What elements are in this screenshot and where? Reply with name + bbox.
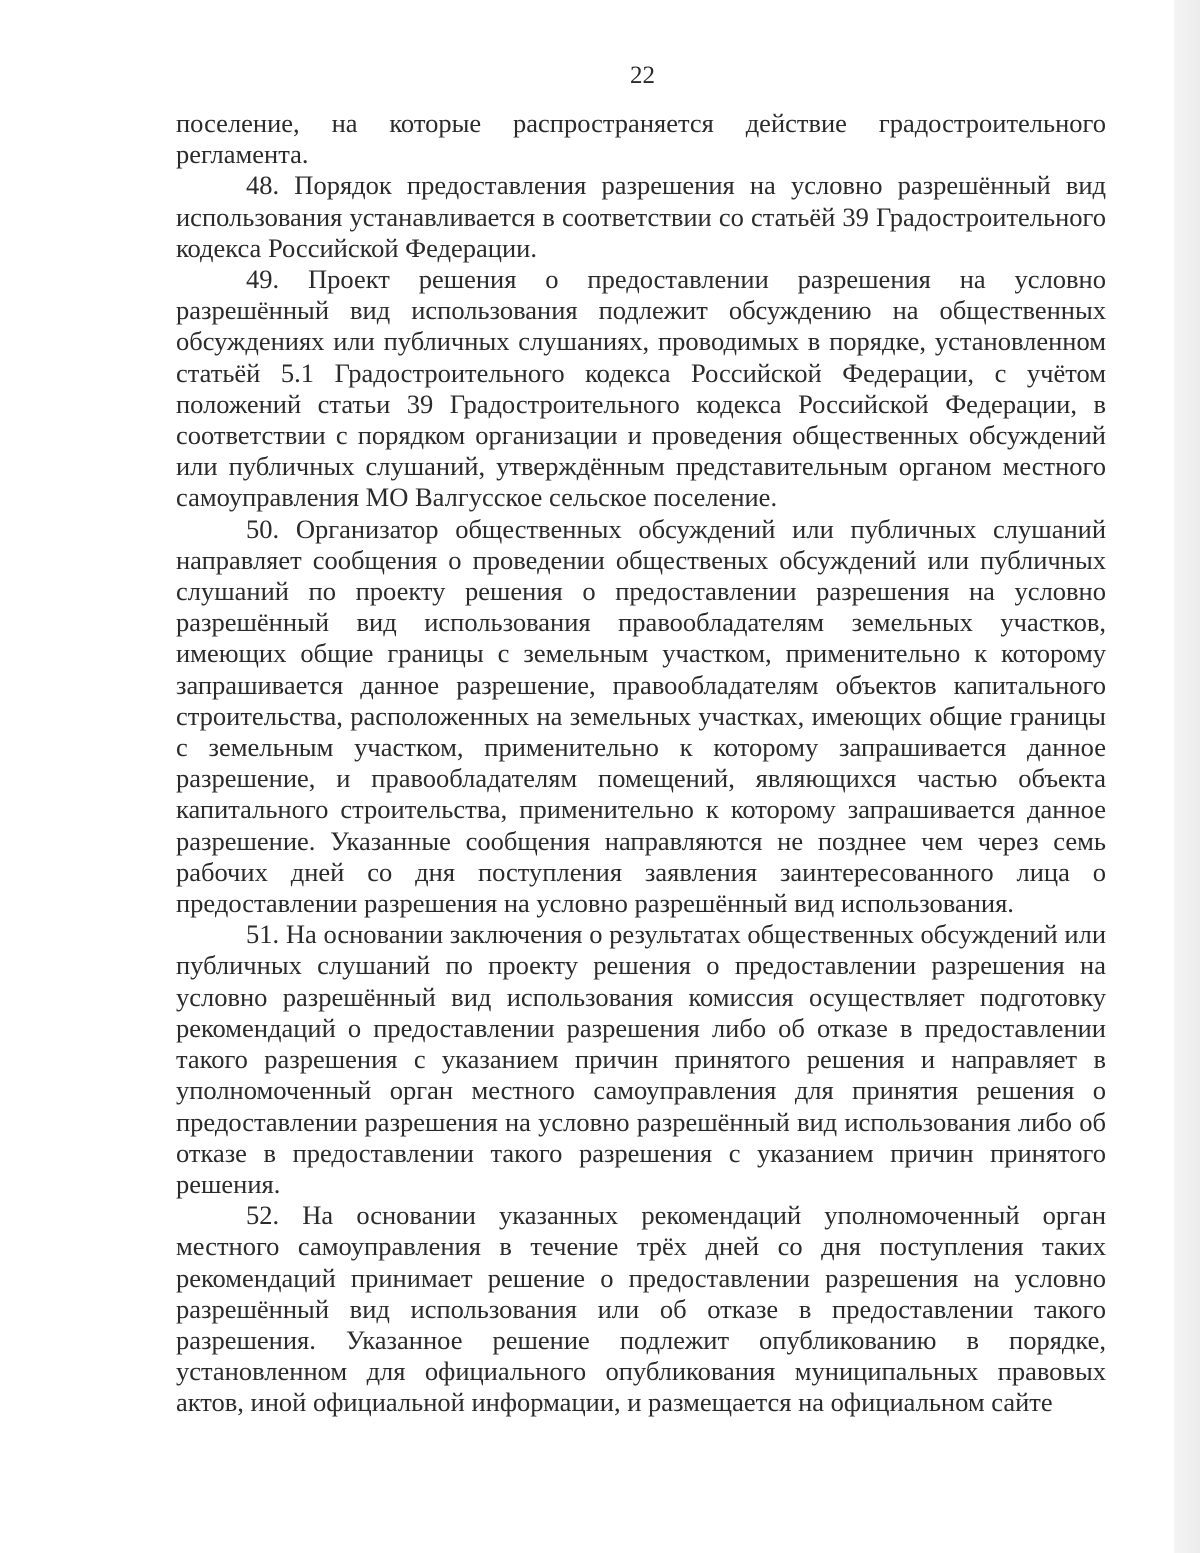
paragraph-49: 49. Проект решения о предоставлении разрешения на условно разрешённый вид использования подлежит обсуждению на общественных обсуждениях или публичных слушаниях, проводимых в порядке, установленном статьёй 5.1 Градостроительного кодекса Российской Федерации, с учётом положений статьи 39 Градостроительного кодекса Российской Федерации, в соответствии с порядком организации и проведения общественных обсуждений или публичных слушаний, утверждённым представительным органом местного самоуправления МО Валгусское сельское поселение. <box>176 264 1106 513</box>
paragraph-52: 52. На основании указанных рекомендаций уполномоченный орган местного самоуправления в течение трёх дней со дня поступления таких рекомендаций принимает решение о предоставлении разрешения на условно разрешённый вид использования или об отказе в предоставлении такого разрешения. Указанное решение подлежит опубликованию в порядке, установленном для официального опубликования муниципальных правовых актов, иной официальной информации, и размещается на официальном сайте <box>176 1200 1106 1418</box>
page-number: 22 <box>630 62 655 89</box>
paragraph-50: 50. Организатор общественных обсуждений или публичных слушаний направляет сообщения о проведении общественых обсуждений или публичных слушаний по проекту решения о предоставлении разрешения на условно разрешённый вид использования правообладателям земельных участков, имеющих общие границы с земельным участком, применительно к которому запрашивается данное разрешение, правообладателям объектов капитального строительства, расположенных на земельных участках, имеющих общие границы с земельным участком, применительно к которому запрашивается данное разрешение, и правообладателям помещений, являющихся частью объекта капитального строительства, применительно к которому запрашивается данное разрешение. Указанные сообщения направляются не позднее чем через семь рабочих дней со дня поступления заявления заинтересованного лица о предоставлении разрешения на условно разрешённый вид использования. <box>176 513 1106 919</box>
paragraph-48: 48. Порядок предоставления разрешения на условно разрешённый вид использования устанавливается в соответствии со статьёй 39 Градостроительного кодекса Российской Федерации. <box>176 170 1106 263</box>
paragraph-continuation: поселение, на которые распространяется действие градостроительного регламента. <box>176 108 1106 170</box>
paragraph-51: 51. На основании заключения о результатах общественных обсуждений или публичных слушаний по проекту решения о предоставлении разрешения на условно разрешённый вид использования комиссия осуществляет подготовку рекомендаций о предоставлении разрешения либо об отказе в предоставлении такого разрешения с указанием причин принятого решения и направляет в уполномоченный орган местного самоуправления для принятия решения о предоставлении разрешения на условно разрешённый вид использования либо об отказе в предоставлении такого разрешения с указанием причин принятого решения. <box>176 919 1106 1199</box>
document-body <box>176 108 1106 1419</box>
scan-edge-shadow <box>1174 0 1200 1553</box>
